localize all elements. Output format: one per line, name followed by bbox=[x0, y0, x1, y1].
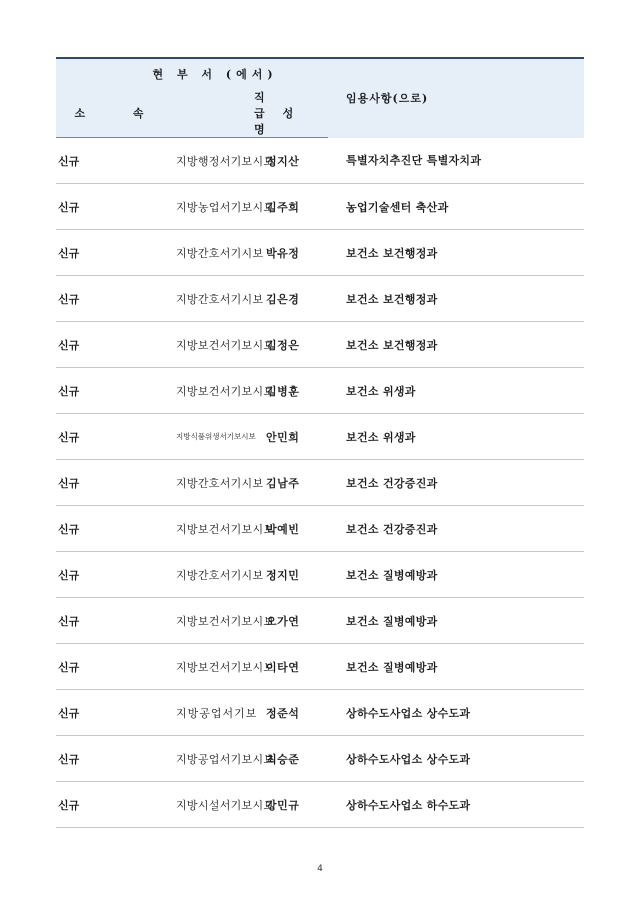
cell-appointment: 보건소 질병예방과 bbox=[328, 644, 584, 690]
table-row bbox=[56, 230, 584, 276]
table-row bbox=[56, 736, 584, 782]
cell-appointment: 보건소 위생과 bbox=[328, 368, 584, 414]
cell-grade: 지방시설서기보시보 bbox=[176, 782, 266, 828]
cell-name: 안민희 bbox=[266, 414, 328, 460]
header-appointment: 임용사항(으로) bbox=[328, 58, 584, 138]
cell-grade: 지방보건서기보시보 bbox=[176, 506, 266, 552]
header-grade-name bbox=[176, 89, 328, 138]
table-row bbox=[56, 690, 584, 736]
cell-affiliation: 신규 bbox=[56, 644, 176, 690]
cell-appointment: 농업기술센터 축산과 bbox=[328, 184, 584, 230]
cell-appointment: 상하수도사업소 하수도과 bbox=[328, 782, 584, 828]
cell-grade: 지방간호서기시보 bbox=[176, 460, 266, 506]
cell-name: 김병훈 bbox=[266, 368, 328, 414]
cell-affiliation: 신규 bbox=[56, 460, 176, 506]
table-row bbox=[56, 322, 584, 368]
cell-grade: 지방농업서기보시보 bbox=[176, 184, 266, 230]
table-row bbox=[56, 644, 584, 690]
cell-affiliation: 신규 bbox=[56, 690, 176, 736]
header-current-dept: 현 부 서 (에서) bbox=[56, 58, 328, 89]
appointment-table bbox=[56, 57, 584, 828]
cell-name: 이타연 bbox=[266, 644, 328, 690]
cell-name: 김남주 bbox=[266, 460, 328, 506]
cell-name: 정지산 bbox=[266, 138, 328, 184]
cell-appointment: 상하수도사업소 상수도과 bbox=[328, 690, 584, 736]
cell-grade: 지방보건서기보시보 bbox=[176, 368, 266, 414]
table-row bbox=[56, 368, 584, 414]
cell-appointment: 특별자치추진단 특별자치과 bbox=[328, 138, 584, 184]
table-row bbox=[56, 414, 584, 460]
table-row bbox=[56, 460, 584, 506]
cell-grade: 지방공업서기보 bbox=[176, 690, 266, 736]
cell-affiliation: 신규 bbox=[56, 552, 176, 598]
cell-grade: 지방보건서기보시보 bbox=[176, 644, 266, 690]
cell-affiliation: 신규 bbox=[56, 506, 176, 552]
cell-appointment: 보건소 보건행정과 bbox=[328, 230, 584, 276]
cell-affiliation: 신규 bbox=[56, 322, 176, 368]
table-row bbox=[56, 184, 584, 230]
table-row bbox=[56, 782, 584, 828]
table-body bbox=[56, 138, 584, 828]
cell-grade: 지방간호서기시보 bbox=[176, 230, 266, 276]
cell-affiliation: 신규 bbox=[56, 368, 176, 414]
cell-affiliation: 신규 bbox=[56, 230, 176, 276]
cell-grade: 지방행정서기보시보 bbox=[176, 138, 266, 184]
cell-affiliation: 신규 bbox=[56, 276, 176, 322]
page-number: 4 bbox=[317, 864, 323, 874]
cell-appointment: 보건소 건강증진과 bbox=[328, 460, 584, 506]
cell-affiliation: 신규 bbox=[56, 598, 176, 644]
table-row bbox=[56, 276, 584, 322]
cell-appointment: 상하수도사업소 상수도과 bbox=[328, 736, 584, 782]
table-row bbox=[56, 138, 584, 184]
cell-affiliation: 신규 bbox=[56, 184, 176, 230]
cell-grade: 지방보건서기보시보 bbox=[176, 322, 266, 368]
cell-grade: 지방간호서기시보 bbox=[176, 276, 266, 322]
cell-appointment: 보건소 위생과 bbox=[328, 414, 584, 460]
table-row bbox=[56, 506, 584, 552]
cell-affiliation: 신규 bbox=[56, 138, 176, 184]
cell-appointment: 보건소 보건행정과 bbox=[328, 276, 584, 322]
cell-name: 박유정 bbox=[266, 230, 328, 276]
cell-affiliation: 신규 bbox=[56, 414, 176, 460]
table-row bbox=[56, 552, 584, 598]
cell-affiliation: 신규 bbox=[56, 736, 176, 782]
table-row bbox=[56, 598, 584, 644]
cell-name: 최승준 bbox=[266, 736, 328, 782]
header-name: 성 명 bbox=[254, 107, 312, 136]
cell-appointment: 보건소 보건행정과 bbox=[328, 322, 584, 368]
cell-grade: 지방식품위생서기보시보 bbox=[176, 414, 266, 460]
cell-name: 오가연 bbox=[266, 598, 328, 644]
cell-name: 강민규 bbox=[266, 782, 328, 828]
cell-appointment: 보건소 질병예방과 bbox=[328, 598, 584, 644]
cell-grade: 지방간호서기시보 bbox=[176, 552, 266, 598]
cell-name: 정지민 bbox=[266, 552, 328, 598]
header-grade: 직 급 bbox=[254, 91, 283, 120]
cell-name: 김은경 bbox=[266, 276, 328, 322]
cell-appointment: 보건소 질병예방과 bbox=[328, 552, 584, 598]
cell-affiliation: 신규 bbox=[56, 782, 176, 828]
cell-grade: 지방보건서기보시보 bbox=[176, 598, 266, 644]
cell-name: 김정은 bbox=[266, 322, 328, 368]
table-header bbox=[56, 58, 584, 138]
cell-name: 정준석 bbox=[266, 690, 328, 736]
cell-appointment: 보건소 건강증진과 bbox=[328, 506, 584, 552]
cell-name: 박예빈 bbox=[266, 506, 328, 552]
cell-name: 김주희 bbox=[266, 184, 328, 230]
header-affiliation: 소 속 bbox=[56, 89, 176, 138]
cell-grade: 지방공업서기보시보 bbox=[176, 736, 266, 782]
